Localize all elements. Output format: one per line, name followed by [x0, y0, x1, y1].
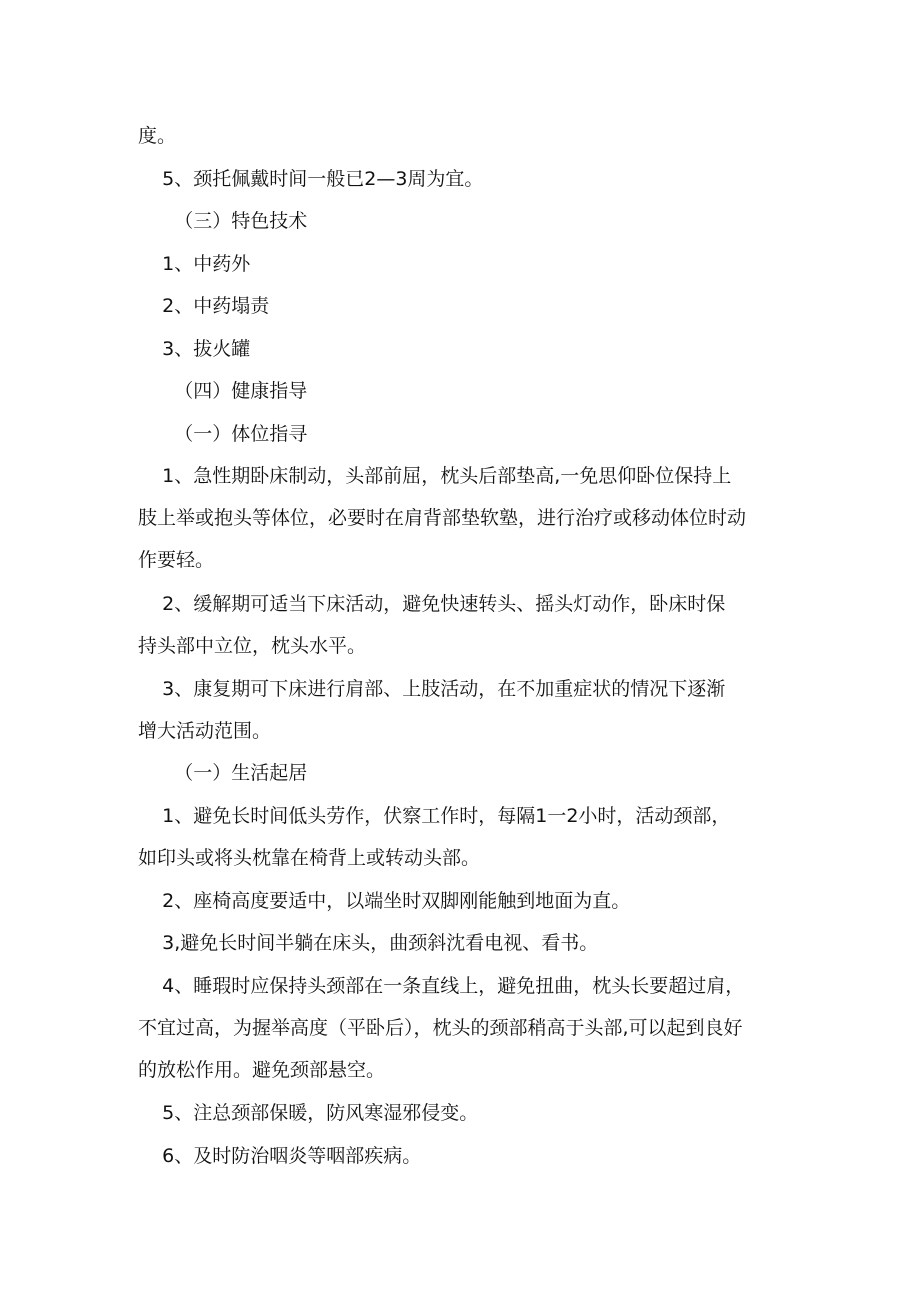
text-line: 度。 — [138, 125, 177, 147]
section-heading — [138, 200, 790, 242]
text-line: 1、避免长时间低头劳作，伏察工作时，每隔1一2小时，活动颈部， — [138, 805, 731, 827]
text-line: （四）健康指导 — [138, 380, 308, 402]
text-line: 3,避免长时间半躺在床头，曲颈斜沈看电视、看书。 — [138, 932, 599, 954]
paragraph — [138, 158, 790, 200]
paragraph — [138, 455, 790, 581]
paragraph — [138, 668, 790, 752]
text-line: 1、中药外 — [138, 253, 251, 275]
paragraph — [138, 1135, 790, 1177]
text-line: 作要轻。 — [138, 549, 215, 571]
paragraph — [138, 1092, 790, 1134]
text-line: 的放松作用。避免颈部悬空。 — [138, 1059, 386, 1081]
text-line: 2、缓解期可适当下床活动，避免快速转头、摇头灯动作，卧床时保 — [138, 593, 726, 615]
text-line: 增大活动范围。 — [138, 720, 272, 742]
section-heading — [138, 752, 790, 794]
section-heading — [138, 413, 790, 455]
paragraph — [138, 965, 790, 1091]
text-line: 4、睡瑕时应保持头颈部在一条直线上，避免扭曲，枕头长要超过肩， — [138, 975, 745, 997]
section-heading — [138, 370, 790, 412]
text-line: 5、颈托佩戴时间一般已2—3周为宜。 — [138, 168, 484, 190]
text-line: 5、注总颈部保暖，防风寒湿邪侵变。 — [138, 1102, 479, 1124]
text-line: 3、拔火罐 — [138, 338, 251, 360]
paragraph — [138, 583, 790, 667]
text-line: 如印头或将头枕靠在椅背上或转动头部。 — [138, 847, 481, 869]
paragraph — [138, 328, 790, 370]
text-line: 1、急性期卧床制动，头部前屈，枕头后部垫高,一免思仰卧位保持上 — [138, 465, 732, 487]
text-line: （三）特色技术 — [138, 210, 308, 232]
paragraph — [138, 115, 790, 157]
paragraph — [138, 243, 790, 285]
text-line: 6、及时防治咽炎等咽部疾病。 — [138, 1145, 422, 1167]
text-line: （一）体位指寻 — [138, 423, 308, 445]
paragraph — [138, 285, 790, 327]
text-line: 持头部中立位，枕头水平。 — [138, 635, 367, 657]
text-line: 不宜过高，为握举高度（平卧后），枕头的颈部稍高于头部,可以起到良好 — [138, 1017, 743, 1039]
text-line: （一）生活起居 — [138, 762, 308, 784]
text-line: 3、康复期可下床进行肩部、上肢活动，在不加重症状的情况下逐渐 — [138, 678, 726, 700]
paragraph — [138, 922, 790, 964]
text-line: 2、中药塌责 — [138, 295, 270, 317]
paragraph — [138, 880, 790, 922]
text-line: 肢上举或抱头等体位，必要时在肩背部垫软塾，进行治疗或移动体位时动 — [138, 507, 747, 529]
paragraph — [138, 795, 790, 879]
text-line: 2、座椅高度要适中，以端坐时双脚刚能触到地面为直。 — [138, 890, 631, 912]
